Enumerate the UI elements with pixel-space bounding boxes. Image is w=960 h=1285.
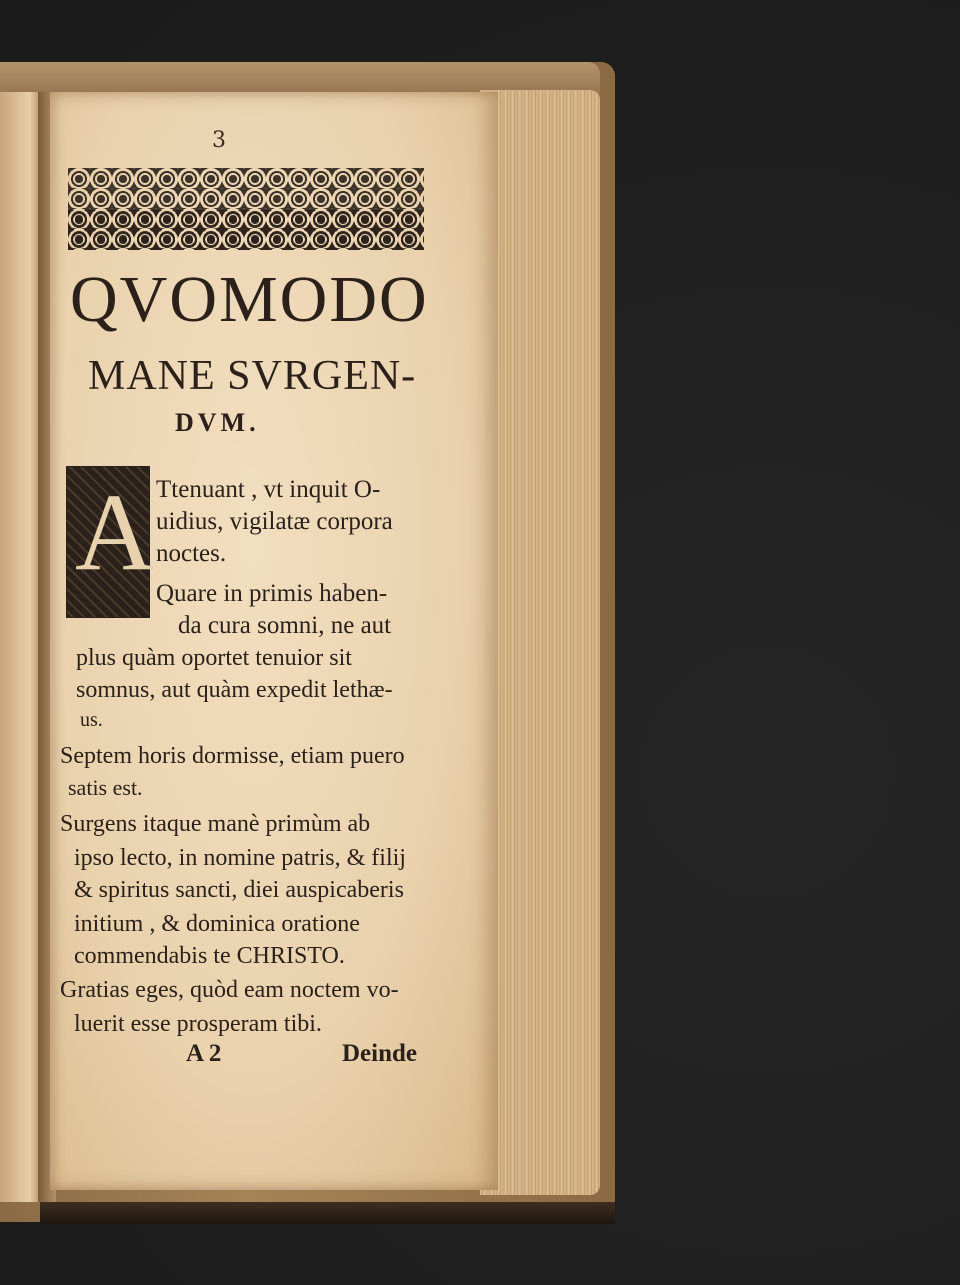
title-line-2: MANE SVRGEN-	[88, 353, 417, 399]
text-line: Gratias eges, quòd eam noctem vo-	[60, 977, 399, 1003]
text-line: commendabis te CHRISTO.	[74, 943, 345, 969]
text-line: noctes.	[156, 540, 227, 567]
text-line: da cura somni, ne aut	[178, 612, 392, 639]
text-line: initium , & dominica oratione	[74, 911, 360, 937]
catchword: Deinde	[342, 1040, 417, 1067]
left-page	[0, 92, 42, 1202]
text-line: somnus, aut quàm expedit lethæ-	[76, 677, 393, 703]
text-line: satis est.	[68, 775, 143, 800]
text-line: Septem horis dormisse, etiam puero	[60, 743, 405, 769]
title-line-1: QVOMODO	[70, 263, 429, 336]
page-number: 3	[212, 128, 226, 153]
ornament-band-lower-icon	[68, 210, 424, 250]
text-line: plus quàm oportet tenuior sit	[76, 645, 352, 671]
text-line: uidius, vigilatæ corpora	[156, 508, 393, 535]
decorated-initial	[66, 466, 155, 618]
text-line: luerit esse prosperam tibi.	[74, 1011, 322, 1037]
text-line: & spiritus sancti, diei auspicaberis	[74, 877, 404, 903]
text-line: Ttenuant , vt inquit O-	[156, 476, 381, 503]
page-edges	[480, 90, 600, 1195]
signature-mark: A 2	[186, 1040, 222, 1067]
title-line-3: DVM.	[175, 408, 260, 437]
text-line: us.	[80, 709, 103, 731]
text-line: Surgens itaque manè primùm ab	[60, 811, 371, 837]
book-bottom-edge	[40, 1202, 615, 1224]
text-line: Quare in primis haben-	[156, 580, 388, 607]
text-line: ipso lecto, in nomine patris, & filij	[74, 845, 406, 871]
initial-letter: A	[75, 471, 155, 593]
